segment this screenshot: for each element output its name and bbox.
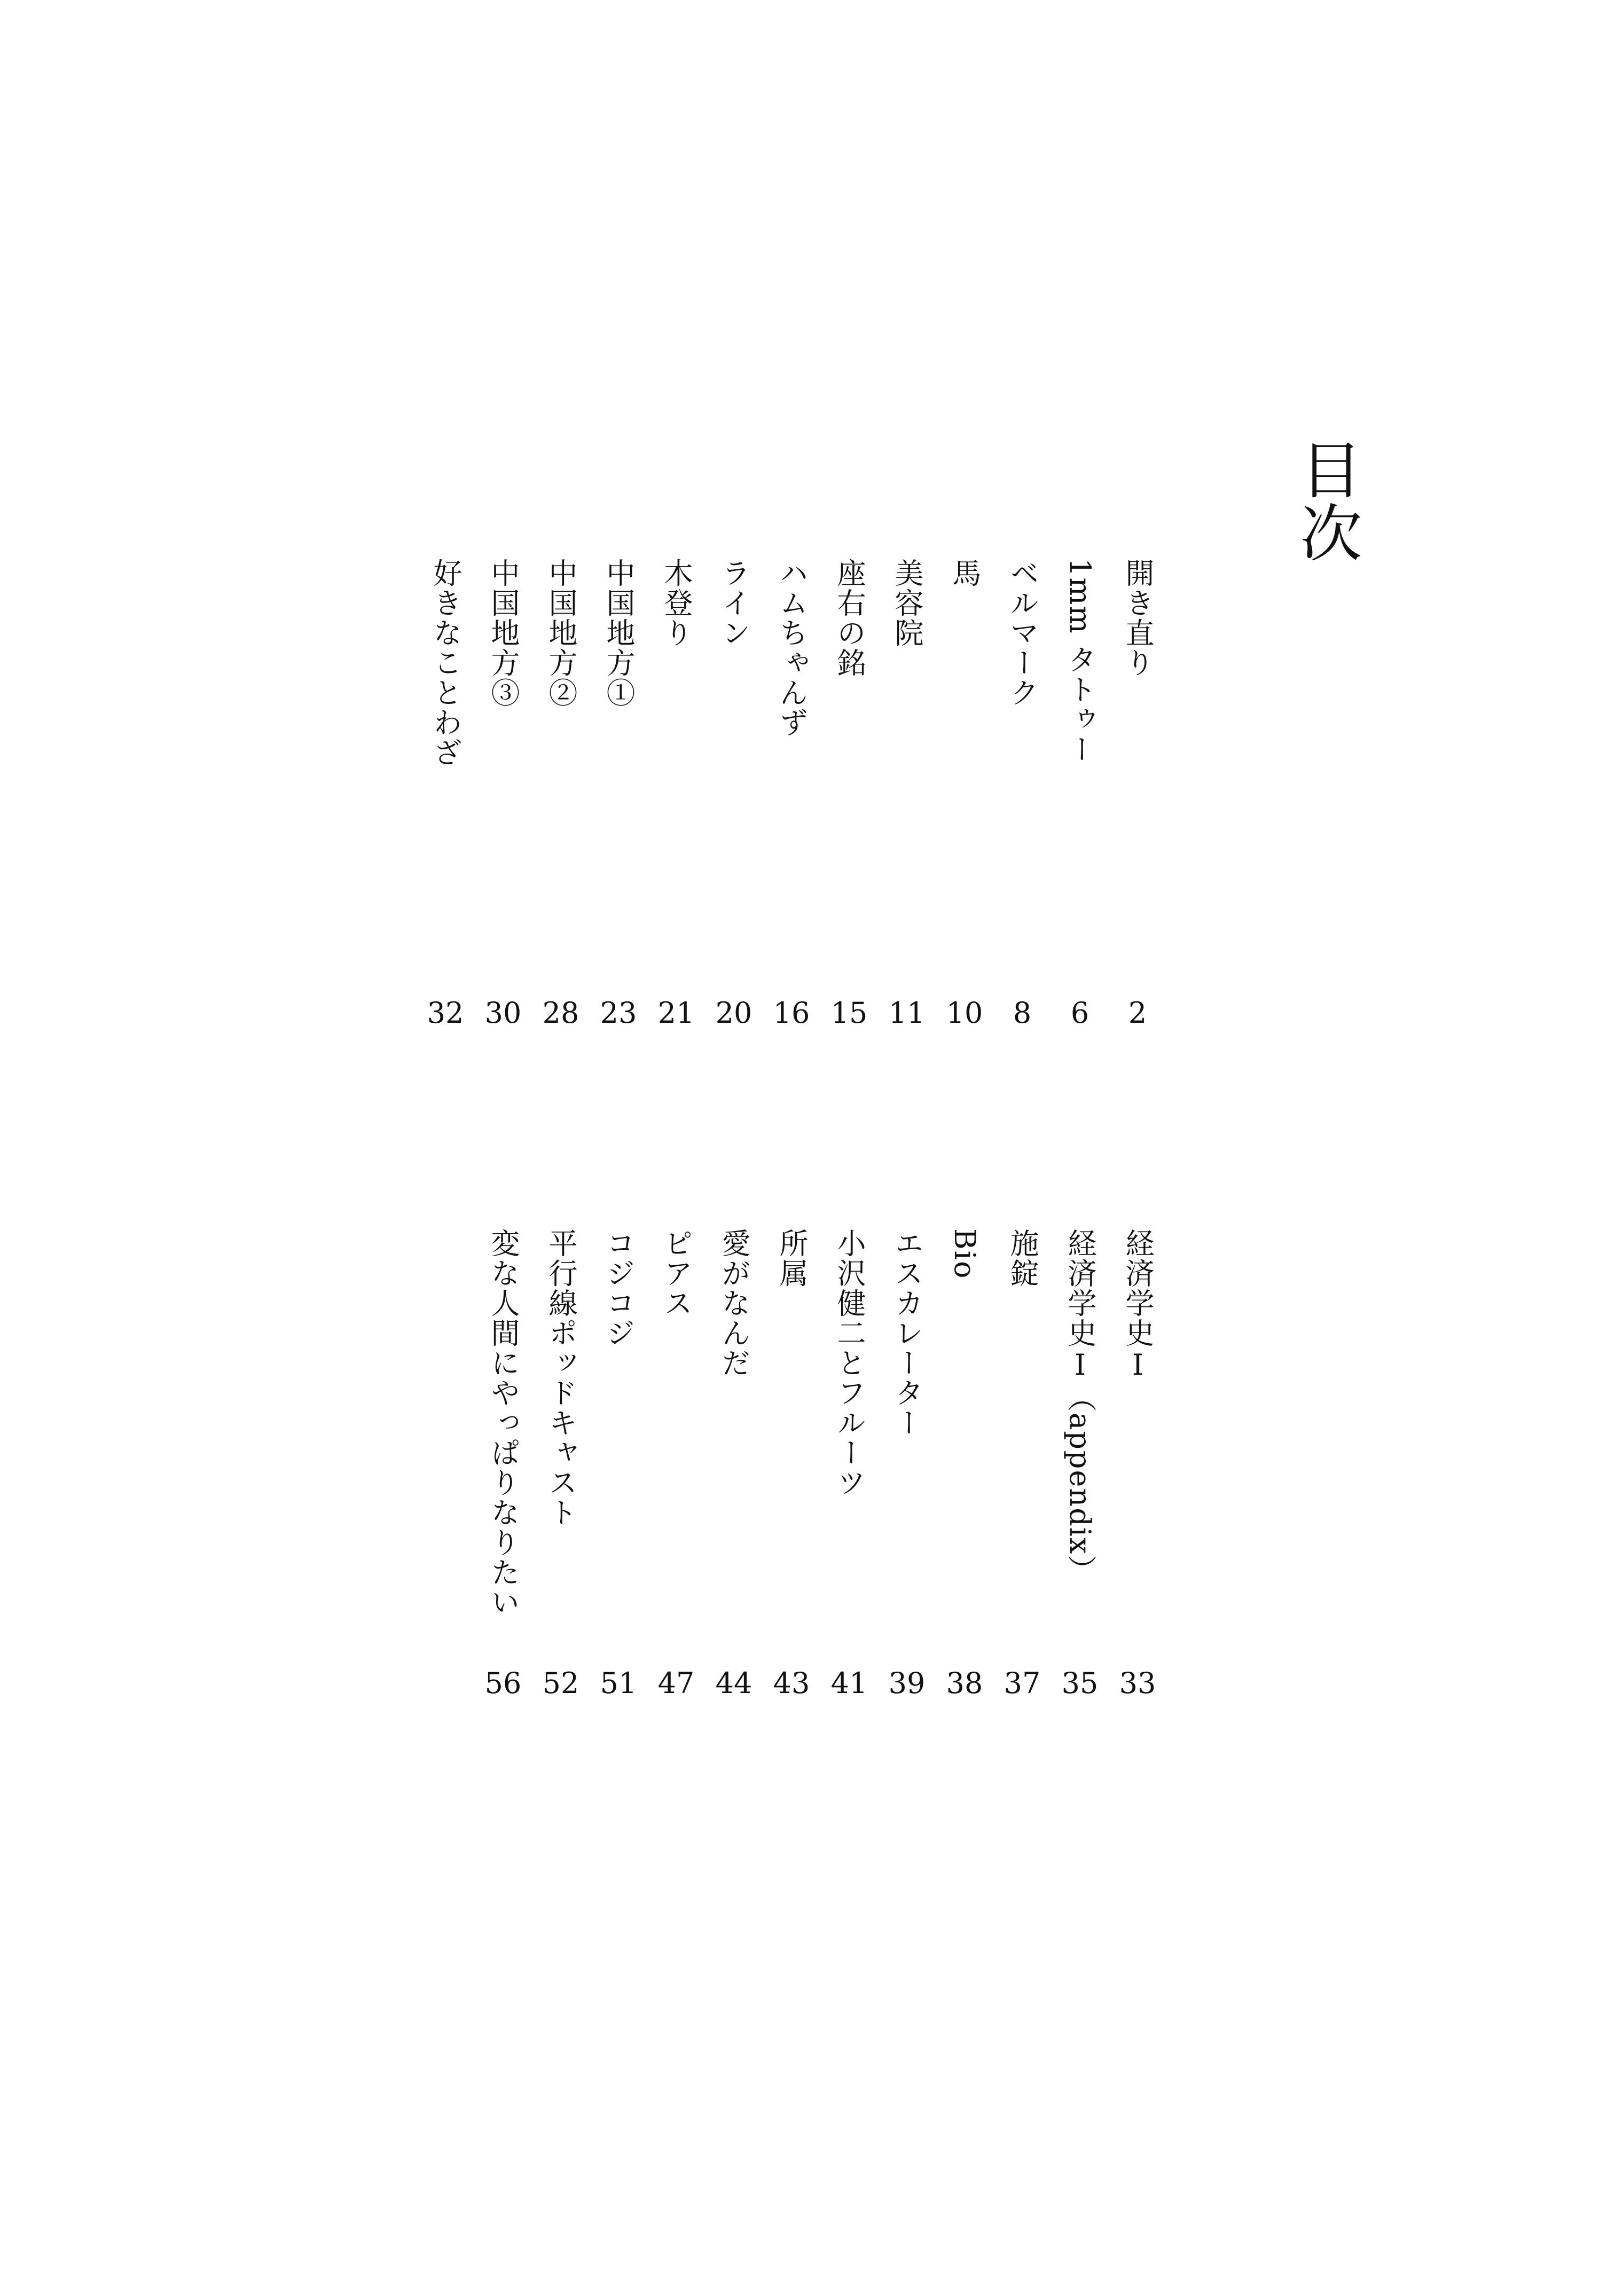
toc-entry-title: 経済学史Ⅰ [1121, 1228, 1155, 1383]
toc-entry-page: 21 [657, 996, 695, 1030]
toc-entry[interactable] [765, 1228, 818, 1816]
toc-entry[interactable] [822, 1228, 876, 1816]
toc-entry[interactable] [534, 1228, 587, 1816]
toc-entry-page: 35 [1061, 1666, 1099, 1700]
toc-entry-title: 好きなことわざ [429, 558, 462, 767]
toc-entry-title: ライン [717, 558, 751, 648]
toc-entry-page: 38 [946, 1666, 983, 1700]
toc-entry-title: 所属 [775, 1228, 809, 1288]
toc-entry-title: 座右の銘 [833, 558, 866, 678]
toc-entry-title: 小沢健二とフルーツ [833, 1228, 866, 1498]
toc-entry-page: 44 [715, 1666, 752, 1700]
toc-entry-title: 1mm タトゥー [1063, 558, 1097, 764]
toc-entry-page: 47 [657, 1666, 695, 1700]
toc-entry[interactable] [880, 1228, 934, 1816]
toc-entry[interactable] [995, 1228, 1049, 1816]
toc-entry-page: 33 [1119, 1666, 1156, 1700]
toc-entry-page: 43 [773, 1666, 810, 1700]
toc-entry[interactable] [995, 558, 1049, 1146]
toc-entry-title: 中国地方① [602, 558, 636, 708]
toc-entry-title: ベルマーク [1006, 558, 1039, 708]
toc-entry[interactable] [822, 558, 876, 1146]
toc-entry-title: 愛がなんだ [717, 1228, 751, 1378]
toc-entry[interactable] [880, 558, 934, 1146]
toc-entry[interactable] [1053, 558, 1107, 1146]
toc-entry-title: コジコジ [602, 1228, 636, 1348]
toc-entry-title: Bio [948, 1228, 982, 1280]
toc-entry-page: 8 [1013, 996, 1032, 1030]
toc-entry-title: エスカレーター [890, 1228, 924, 1438]
toc-entry-page: 16 [773, 996, 810, 1030]
toc-entry-page: 20 [715, 996, 752, 1030]
toc-entry[interactable] [649, 558, 703, 1146]
toc-entry-title: 馬 [948, 558, 982, 588]
toc-entry[interactable] [592, 558, 645, 1146]
toc-entry[interactable] [476, 1228, 530, 1816]
toc-entry-page: 41 [830, 1666, 868, 1700]
toc-entry[interactable] [765, 558, 818, 1146]
toc-entry[interactable] [592, 1228, 645, 1816]
toc-entry-page: 10 [946, 996, 983, 1030]
toc-entry-title: 中国地方② [544, 558, 578, 708]
toc-entry-title: 中国地方③ [487, 558, 520, 708]
toc-entry-title: 経済学史Ⅰ（appendix） [1063, 1228, 1097, 1585]
toc-entry-page: 30 [484, 996, 522, 1030]
toc-entry[interactable] [707, 1228, 761, 1816]
toc-entry[interactable] [1111, 1228, 1164, 1816]
toc-entry[interactable] [938, 558, 991, 1146]
page-title: 目次 [1290, 438, 1362, 564]
toc-entry-page: 2 [1128, 996, 1147, 1030]
toc-entry[interactable] [707, 558, 761, 1146]
toc-entry-page: 56 [484, 1666, 522, 1700]
toc-entry-title: ハムちゃんず [775, 558, 809, 738]
toc-entry[interactable] [938, 1228, 991, 1816]
toc-entry-title: 変な人間にやっぱりなりたい [487, 1228, 520, 1617]
toc-entry[interactable] [534, 558, 587, 1146]
toc-entry[interactable] [649, 1228, 703, 1816]
toc-entry-page: 23 [600, 996, 637, 1030]
toc-entry-page: 6 [1070, 996, 1089, 1030]
toc-entry[interactable] [1111, 558, 1164, 1146]
toc-entry-title: 施錠 [1006, 1228, 1039, 1288]
toc-entry-title: 平行線ポッドキャスト [544, 1228, 578, 1527]
toc-entry-title: 美容院 [890, 558, 924, 648]
toc-entry-page: 28 [542, 996, 579, 1030]
toc-entry-title: 木登り [660, 558, 693, 648]
toc-entry-page: 11 [888, 996, 926, 1030]
toc-entry[interactable] [419, 558, 472, 1146]
toc-entry-page: 32 [427, 996, 464, 1030]
toc-entry-page: 52 [542, 1666, 579, 1700]
toc-entry[interactable] [1053, 1228, 1107, 1816]
toc-entry-page: 51 [600, 1666, 637, 1700]
toc-entry-title: ピアス [660, 1228, 693, 1318]
toc-entry-page: 37 [1004, 1666, 1041, 1700]
toc-entry-page: 15 [830, 996, 868, 1030]
toc-entry[interactable] [476, 558, 530, 1146]
toc-entry-title: 開き直り [1121, 558, 1155, 678]
toc-entry-page: 39 [888, 1666, 926, 1700]
